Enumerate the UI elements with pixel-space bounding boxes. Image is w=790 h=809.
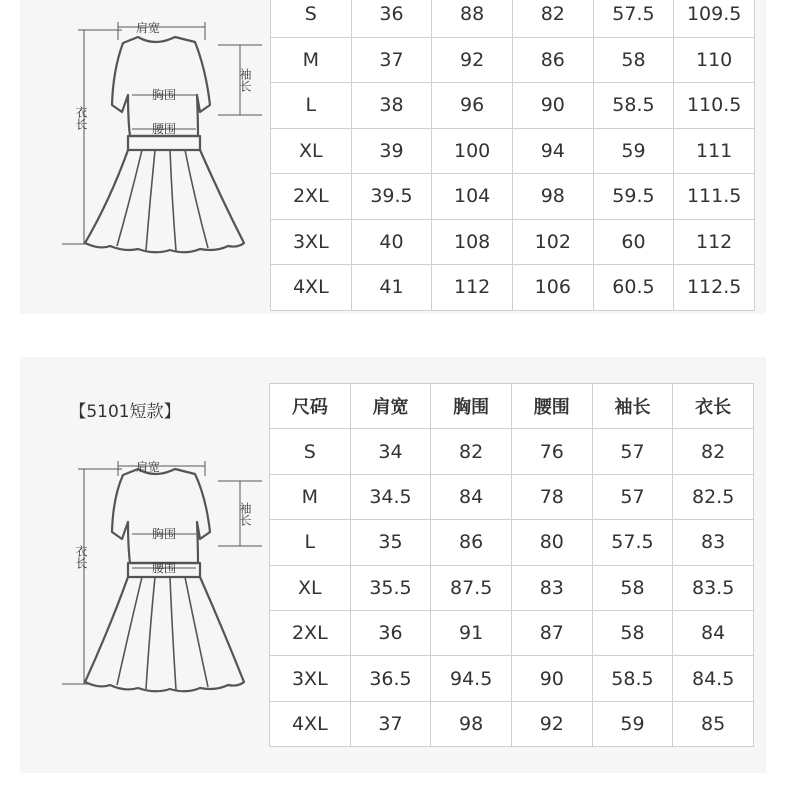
size-cell: L [270,520,351,565]
measurement-cell: 85 [673,701,754,746]
column-header: 袖长 [592,384,673,429]
bust-label: 胸围 [151,88,177,102]
measurement-cell: 91 [431,610,512,655]
measurement-cell: 104 [432,174,513,220]
table-row [270,656,754,701]
sleeve-label: 袖长 [238,502,252,526]
measurement-cell: 39.5 [351,174,432,220]
measurement-cell: 41 [351,265,432,311]
measurement-cell: 57.5 [593,0,674,37]
bust-label: 胸围 [151,527,177,541]
measurement-cell: 94 [512,128,593,174]
measurement-cell: 36 [350,610,431,655]
measurement-cell: 58.5 [593,83,674,129]
size-cell: S [271,0,352,37]
measurement-cell: 110 [674,37,755,83]
column-header: 胸围 [431,384,512,429]
column-header: 尺码 [270,384,351,429]
measurement-cell: 108 [432,219,513,265]
table-row [271,128,755,174]
measurement-cell: 57 [592,474,673,519]
measurement-cell: 82 [673,429,754,474]
measurement-cell: 83 [511,565,592,610]
measurement-cell: 34 [350,429,431,474]
measurement-cell: 59 [592,701,673,746]
size-cell: L [271,83,352,129]
measurement-cell: 111 [674,128,755,174]
dress-measurement-diagram [40,452,252,702]
size-cell: 4XL [270,701,351,746]
waist-label: 腰围 [151,122,177,136]
measurement-cell: 40 [351,219,432,265]
measurement-cell: 82 [512,0,593,37]
table-row [270,429,754,474]
table-row [270,565,754,610]
measurement-cell: 82 [431,429,512,474]
table-row [270,701,754,746]
measurement-cell: 86 [431,520,512,565]
table-row [271,83,755,129]
measurement-cell: 83 [673,520,754,565]
measurement-cell: 60 [593,219,674,265]
measurement-cell: 35.5 [350,565,431,610]
shoulder-label: 肩宽 [135,460,161,474]
measurement-cell: 57.5 [592,520,673,565]
measurement-cell: 58 [593,37,674,83]
measurement-cell: 76 [511,429,592,474]
measurement-cell: 39 [351,128,432,174]
measurement-cell: 84 [673,610,754,655]
size-cell: M [271,37,352,83]
measurement-cell: 100 [432,128,513,174]
column-header: 衣长 [673,384,754,429]
table-row [271,0,755,37]
size-table-short [269,383,754,747]
measurement-cell: 82.5 [673,474,754,519]
measurement-cell: 58 [592,565,673,610]
measurement-cell: 58.5 [592,656,673,701]
measurement-cell: 80 [511,520,592,565]
length-label: 衣长 [74,545,88,569]
measurement-cell: 59 [593,128,674,174]
size-cell: 3XL [270,656,351,701]
measurement-cell: 109.5 [674,0,755,37]
measurement-cell: 112 [432,265,513,311]
shoulder-label: 肩宽 [135,21,161,35]
measurement-cell: 58 [592,610,673,655]
measurement-cell: 86 [512,37,593,83]
measurement-cell: 84 [431,474,512,519]
size-chart-panel-short [20,357,766,773]
measurement-cell: 111.5 [674,174,755,220]
measurement-cell: 59.5 [593,174,674,220]
size-cell: XL [271,128,352,174]
table-row [270,610,754,655]
measurement-cell: 57 [592,429,673,474]
measurement-cell: 87.5 [431,565,512,610]
size-cell: 3XL [271,219,352,265]
column-header: 腰围 [511,384,592,429]
size-chart-panel-long [20,0,766,314]
length-label: 衣长 [74,106,88,130]
measurement-cell: 35 [350,520,431,565]
table-row [270,520,754,565]
measurement-cell: 36.5 [350,656,431,701]
measurement-cell: 83.5 [673,565,754,610]
sleeve-label: 袖长 [238,68,252,92]
measurement-cell: 112 [674,219,755,265]
measurement-cell: 36 [351,0,432,37]
measurement-cell: 34.5 [350,474,431,519]
size-cell: 4XL [271,265,352,311]
measurement-cell: 60.5 [593,265,674,311]
size-cell: M [270,474,351,519]
measurement-cell: 92 [511,701,592,746]
table-header-row [270,384,754,429]
measurement-cell: 37 [350,701,431,746]
measurement-cell: 87 [511,610,592,655]
measurement-cell: 90 [512,83,593,129]
measurement-cell: 90 [511,656,592,701]
measurement-cell: 84.5 [673,656,754,701]
column-header: 肩宽 [350,384,431,429]
size-cell: S [270,429,351,474]
measurement-cell: 112.5 [674,265,755,311]
size-cell: XL [270,565,351,610]
table-row [271,174,755,220]
measurement-cell: 106 [512,265,593,311]
measurement-cell: 98 [431,701,512,746]
size-cell: 2XL [271,174,352,220]
measurement-cell: 78 [511,474,592,519]
measurement-cell: 110.5 [674,83,755,129]
waist-label: 腰围 [151,561,177,575]
measurement-cell: 102 [512,219,593,265]
style-code-label: 【5101短款】 [69,402,181,422]
table-row [271,219,755,265]
measurement-cell: 98 [512,174,593,220]
size-table-long [270,0,755,311]
measurement-cell: 94.5 [431,656,512,701]
measurement-cell: 38 [351,83,432,129]
measurement-cell: 37 [351,37,432,83]
table-row [271,37,755,83]
measurement-cell: 92 [432,37,513,83]
dress-measurement-diagram [40,0,252,280]
size-cell: 2XL [270,610,351,655]
measurement-cell: 96 [432,83,513,129]
table-row [270,474,754,519]
measurement-cell: 88 [432,0,513,37]
table-row [271,265,755,311]
